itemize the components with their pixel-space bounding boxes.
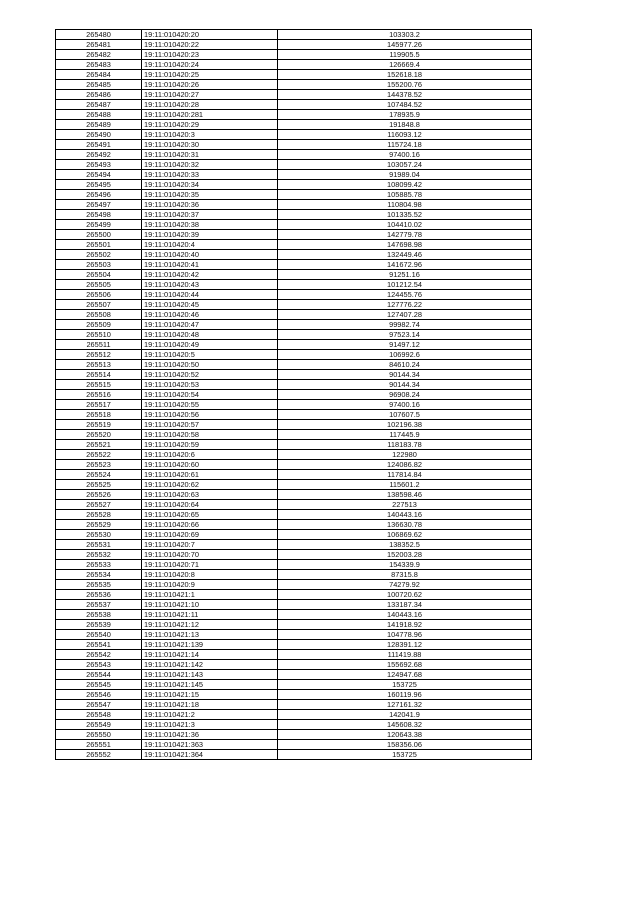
- row-id-cell: 265492: [56, 150, 142, 160]
- value-cell: 111419.88: [278, 650, 532, 660]
- table-row: [56, 210, 532, 220]
- cadastral-number-cell: 19:11:010420:3: [142, 130, 278, 140]
- row-id-cell: 265481: [56, 40, 142, 50]
- table-row: [56, 490, 532, 500]
- document-page: [55, 29, 531, 760]
- cadastral-number-cell: 19:11:010420:37: [142, 210, 278, 220]
- table-row: [56, 310, 532, 320]
- cadastral-number-cell: 19:11:010420:22: [142, 40, 278, 50]
- table-row: [56, 640, 532, 650]
- cadastral-number-cell: 19:11:010421:36: [142, 730, 278, 740]
- cadastral-number-cell: 19:11:010420:25: [142, 70, 278, 80]
- value-cell: 74279.92: [278, 580, 532, 590]
- value-cell: 127161.32: [278, 700, 532, 710]
- value-cell: 91497.12: [278, 340, 532, 350]
- row-id-cell: 265548: [56, 710, 142, 720]
- cadastral-number-cell: 19:11:010420:56: [142, 410, 278, 420]
- value-cell: 128391.12: [278, 640, 532, 650]
- row-id-cell: 265509: [56, 320, 142, 330]
- table-row: [56, 150, 532, 160]
- table-row: [56, 750, 532, 760]
- table-row: [56, 100, 532, 110]
- cadastral-number-cell: 19:11:010420:65: [142, 510, 278, 520]
- row-id-cell: 265525: [56, 480, 142, 490]
- table-row: [56, 90, 532, 100]
- table-row: [56, 230, 532, 240]
- table-row: [56, 730, 532, 740]
- row-id-cell: 265508: [56, 310, 142, 320]
- table-row: [56, 580, 532, 590]
- cadastral-number-cell: 19:11:010420:24: [142, 60, 278, 70]
- row-id-cell: 265535: [56, 580, 142, 590]
- table-row: [56, 250, 532, 260]
- cadastral-number-cell: 19:11:010420:45: [142, 300, 278, 310]
- row-id-cell: 265485: [56, 80, 142, 90]
- cadastral-number-cell: 19:11:010420:58: [142, 430, 278, 440]
- value-cell: 145977.26: [278, 40, 532, 50]
- value-cell: 110804.98: [278, 200, 532, 210]
- cadastral-number-cell: 19:11:010420:54: [142, 390, 278, 400]
- table-row: [56, 170, 532, 180]
- row-id-cell: 265491: [56, 140, 142, 150]
- cadastral-number-cell: 19:11:010420:39: [142, 230, 278, 240]
- value-cell: 115601.2: [278, 480, 532, 490]
- value-cell: 124455.76: [278, 290, 532, 300]
- cadastral-number-cell: 19:11:010420:53: [142, 380, 278, 390]
- data-table: [55, 29, 532, 760]
- cadastral-number-cell: 19:11:010420:32: [142, 160, 278, 170]
- value-cell: 160119.96: [278, 690, 532, 700]
- table-row: [56, 560, 532, 570]
- cadastral-number-cell: 19:11:010420:62: [142, 480, 278, 490]
- row-id-cell: 265536: [56, 590, 142, 600]
- table-row: [56, 290, 532, 300]
- table-row: [56, 300, 532, 310]
- value-cell: 138598.46: [278, 490, 532, 500]
- table-row: [56, 520, 532, 530]
- row-id-cell: 265517: [56, 400, 142, 410]
- row-id-cell: 265497: [56, 200, 142, 210]
- table-row: [56, 40, 532, 50]
- row-id-cell: 265515: [56, 380, 142, 390]
- table-row: [56, 550, 532, 560]
- cadastral-number-cell: 19:11:010421:14: [142, 650, 278, 660]
- cadastral-number-cell: 19:11:010421:18: [142, 700, 278, 710]
- value-cell: 124086.82: [278, 460, 532, 470]
- table-row: [56, 130, 532, 140]
- value-cell: 101335.52: [278, 210, 532, 220]
- value-cell: 154339.9: [278, 560, 532, 570]
- table-row: [56, 390, 532, 400]
- table-row: [56, 670, 532, 680]
- row-id-cell: 265527: [56, 500, 142, 510]
- table-row: [56, 360, 532, 370]
- row-id-cell: 265532: [56, 550, 142, 560]
- cadastral-number-cell: 19:11:010421:364: [142, 750, 278, 760]
- value-cell: 119905.5: [278, 50, 532, 60]
- table-row: [56, 330, 532, 340]
- value-cell: 104410.02: [278, 220, 532, 230]
- table-row: [56, 400, 532, 410]
- cadastral-number-cell: 19:11:010420:5: [142, 350, 278, 360]
- value-cell: 144378.52: [278, 90, 532, 100]
- row-id-cell: 265538: [56, 610, 142, 620]
- row-id-cell: 265482: [56, 50, 142, 60]
- value-cell: 145608.32: [278, 720, 532, 730]
- value-cell: 84610.24: [278, 360, 532, 370]
- value-cell: 87315.8: [278, 570, 532, 580]
- table-row: [56, 80, 532, 90]
- cadastral-number-cell: 19:11:010421:10: [142, 600, 278, 610]
- row-id-cell: 265496: [56, 190, 142, 200]
- table-row: [56, 30, 532, 40]
- row-id-cell: 265524: [56, 470, 142, 480]
- table-row: [56, 440, 532, 450]
- row-id-cell: 265543: [56, 660, 142, 670]
- cadastral-number-cell: 19:11:010421:139: [142, 640, 278, 650]
- cadastral-number-cell: 19:11:010420:63: [142, 490, 278, 500]
- cadastral-number-cell: 19:11:010420:34: [142, 180, 278, 190]
- cadastral-number-cell: 19:11:010420:28: [142, 100, 278, 110]
- row-id-cell: 265512: [56, 350, 142, 360]
- table-row: [56, 610, 532, 620]
- table-row: [56, 220, 532, 230]
- row-id-cell: 265498: [56, 210, 142, 220]
- cadastral-number-cell: 19:11:010421:142: [142, 660, 278, 670]
- cadastral-number-cell: 19:11:010420:55: [142, 400, 278, 410]
- value-cell: 91989.04: [278, 170, 532, 180]
- cadastral-number-cell: 19:11:010421:13: [142, 630, 278, 640]
- value-cell: 132449.46: [278, 250, 532, 260]
- row-id-cell: 265486: [56, 90, 142, 100]
- cadastral-number-cell: 19:11:010420:27: [142, 90, 278, 100]
- value-cell: 115724.18: [278, 140, 532, 150]
- value-cell: 100720.62: [278, 590, 532, 600]
- value-cell: 117814.84: [278, 470, 532, 480]
- value-cell: 102196.38: [278, 420, 532, 430]
- row-id-cell: 265504: [56, 270, 142, 280]
- row-id-cell: 265545: [56, 680, 142, 690]
- table-row: [56, 110, 532, 120]
- table-row: [56, 740, 532, 750]
- value-cell: 152003.28: [278, 550, 532, 560]
- cadastral-number-cell: 19:11:010420:23: [142, 50, 278, 60]
- table-row: [56, 160, 532, 170]
- row-id-cell: 265533: [56, 560, 142, 570]
- row-id-cell: 265531: [56, 540, 142, 550]
- value-cell: 155692.68: [278, 660, 532, 670]
- value-cell: 97400.16: [278, 150, 532, 160]
- table-row: [56, 60, 532, 70]
- cadastral-number-cell: 19:11:010420:9: [142, 580, 278, 590]
- table-row: [56, 630, 532, 640]
- value-cell: 140443.16: [278, 510, 532, 520]
- value-cell: 90144.34: [278, 370, 532, 380]
- value-cell: 96908.24: [278, 390, 532, 400]
- cadastral-number-cell: 19:11:010420:49: [142, 340, 278, 350]
- row-id-cell: 265505: [56, 280, 142, 290]
- cadastral-number-cell: 19:11:010420:30: [142, 140, 278, 150]
- cadastral-number-cell: 19:11:010420:71: [142, 560, 278, 570]
- row-id-cell: 265493: [56, 160, 142, 170]
- row-id-cell: 265510: [56, 330, 142, 340]
- cadastral-number-cell: 19:11:010420:4: [142, 240, 278, 250]
- table-row: [56, 260, 532, 270]
- value-cell: 142779.78: [278, 230, 532, 240]
- value-cell: 103303.2: [278, 30, 532, 40]
- cadastral-number-cell: 19:11:010420:46: [142, 310, 278, 320]
- value-cell: 153725: [278, 750, 532, 760]
- cadastral-number-cell: 19:11:010420:35: [142, 190, 278, 200]
- table-row: [56, 70, 532, 80]
- table-row: [56, 660, 532, 670]
- row-id-cell: 265534: [56, 570, 142, 580]
- row-id-cell: 265516: [56, 390, 142, 400]
- cadastral-number-cell: 19:11:010420:52: [142, 370, 278, 380]
- table-row: [56, 530, 532, 540]
- cadastral-number-cell: 19:11:010421:12: [142, 620, 278, 630]
- table-row: [56, 320, 532, 330]
- value-cell: 106992.6: [278, 350, 532, 360]
- value-cell: 117445.9: [278, 430, 532, 440]
- value-cell: 158356.06: [278, 740, 532, 750]
- table-row: [56, 120, 532, 130]
- table-row: [56, 240, 532, 250]
- value-cell: 227513: [278, 500, 532, 510]
- value-cell: 120643.38: [278, 730, 532, 740]
- value-cell: 147698.98: [278, 240, 532, 250]
- cadastral-number-cell: 19:11:010420:6: [142, 450, 278, 460]
- table-row: [56, 680, 532, 690]
- table-row: [56, 540, 532, 550]
- row-id-cell: 265484: [56, 70, 142, 80]
- row-id-cell: 265551: [56, 740, 142, 750]
- cadastral-number-cell: 19:11:010420:33: [142, 170, 278, 180]
- row-id-cell: 265506: [56, 290, 142, 300]
- row-id-cell: 265552: [56, 750, 142, 760]
- row-id-cell: 265541: [56, 640, 142, 650]
- value-cell: 105885.78: [278, 190, 532, 200]
- cadastral-number-cell: 19:11:010420:47: [142, 320, 278, 330]
- row-id-cell: 265537: [56, 600, 142, 610]
- value-cell: 108099.42: [278, 180, 532, 190]
- value-cell: 107607.5: [278, 410, 532, 420]
- cadastral-number-cell: 19:11:010420:50: [142, 360, 278, 370]
- value-cell: 136630.78: [278, 520, 532, 530]
- table-row: [56, 590, 532, 600]
- table-row: [56, 190, 532, 200]
- cadastral-number-cell: 19:11:010420:38: [142, 220, 278, 230]
- row-id-cell: 265521: [56, 440, 142, 450]
- value-cell: 127407.28: [278, 310, 532, 320]
- cadastral-number-cell: 19:11:010421:145: [142, 680, 278, 690]
- value-cell: 178935.9: [278, 110, 532, 120]
- row-id-cell: 265528: [56, 510, 142, 520]
- cadastral-number-cell: 19:11:010420:42: [142, 270, 278, 280]
- value-cell: 124947.68: [278, 670, 532, 680]
- cadastral-number-cell: 19:11:010420:66: [142, 520, 278, 530]
- row-id-cell: 265514: [56, 370, 142, 380]
- value-cell: 97400.16: [278, 400, 532, 410]
- cadastral-number-cell: 19:11:010420:26: [142, 80, 278, 90]
- value-cell: 99982.74: [278, 320, 532, 330]
- table-row: [56, 450, 532, 460]
- cadastral-number-cell: 19:11:010420:36: [142, 200, 278, 210]
- cadastral-number-cell: 19:11:010420:61: [142, 470, 278, 480]
- row-id-cell: 265489: [56, 120, 142, 130]
- row-id-cell: 265488: [56, 110, 142, 120]
- row-id-cell: 265549: [56, 720, 142, 730]
- row-id-cell: 265523: [56, 460, 142, 470]
- cadastral-number-cell: 19:11:010420:31: [142, 150, 278, 160]
- cadastral-number-cell: 19:11:010420:29: [142, 120, 278, 130]
- value-cell: 106869.62: [278, 530, 532, 540]
- cadastral-number-cell: 19:11:010420:20: [142, 30, 278, 40]
- row-id-cell: 265544: [56, 670, 142, 680]
- cadastral-number-cell: 19:11:010421:143: [142, 670, 278, 680]
- table-row: [56, 650, 532, 660]
- cadastral-number-cell: 19:11:010421:11: [142, 610, 278, 620]
- cadastral-number-cell: 19:11:010421:2: [142, 710, 278, 720]
- row-id-cell: 265495: [56, 180, 142, 190]
- table-body: [56, 30, 532, 760]
- table-row: [56, 200, 532, 210]
- value-cell: 140443.16: [278, 610, 532, 620]
- cadastral-number-cell: 19:11:010420:44: [142, 290, 278, 300]
- value-cell: 152618.18: [278, 70, 532, 80]
- cadastral-number-cell: 19:11:010420:8: [142, 570, 278, 580]
- cadastral-number-cell: 19:11:010420:43: [142, 280, 278, 290]
- table-row: [56, 480, 532, 490]
- cadastral-number-cell: 19:11:010420:7: [142, 540, 278, 550]
- row-id-cell: 265526: [56, 490, 142, 500]
- row-id-cell: 265511: [56, 340, 142, 350]
- cadastral-number-cell: 19:11:010420:70: [142, 550, 278, 560]
- value-cell: 97523.14: [278, 330, 532, 340]
- table-row: [56, 690, 532, 700]
- row-id-cell: 265546: [56, 690, 142, 700]
- row-id-cell: 265502: [56, 250, 142, 260]
- row-id-cell: 265483: [56, 60, 142, 70]
- value-cell: 91251.16: [278, 270, 532, 280]
- value-cell: 191848.8: [278, 120, 532, 130]
- value-cell: 133187.34: [278, 600, 532, 610]
- value-cell: 104778.96: [278, 630, 532, 640]
- value-cell: 142041.9: [278, 710, 532, 720]
- row-id-cell: 265500: [56, 230, 142, 240]
- table-row: [56, 410, 532, 420]
- row-id-cell: 265529: [56, 520, 142, 530]
- table-row: [56, 470, 532, 480]
- table-row: [56, 720, 532, 730]
- cadastral-number-cell: 19:11:010420:60: [142, 460, 278, 470]
- value-cell: 155200.76: [278, 80, 532, 90]
- value-cell: 138352.5: [278, 540, 532, 550]
- value-cell: 126669.4: [278, 60, 532, 70]
- table-row: [56, 620, 532, 630]
- row-id-cell: 265519: [56, 420, 142, 430]
- table-row: [56, 430, 532, 440]
- value-cell: 116093.12: [278, 130, 532, 140]
- table-row: [56, 700, 532, 710]
- value-cell: 101212.54: [278, 280, 532, 290]
- value-cell: 122980: [278, 450, 532, 460]
- row-id-cell: 265542: [56, 650, 142, 660]
- table-row: [56, 510, 532, 520]
- row-id-cell: 265494: [56, 170, 142, 180]
- value-cell: 118183.78: [278, 440, 532, 450]
- table-row: [56, 500, 532, 510]
- cadastral-number-cell: 19:11:010420:281: [142, 110, 278, 120]
- cadastral-number-cell: 19:11:010420:69: [142, 530, 278, 540]
- table-row: [56, 710, 532, 720]
- cadastral-number-cell: 19:11:010421:3: [142, 720, 278, 730]
- table-row: [56, 420, 532, 430]
- value-cell: 127776.22: [278, 300, 532, 310]
- value-cell: 141918.92: [278, 620, 532, 630]
- row-id-cell: 265501: [56, 240, 142, 250]
- row-id-cell: 265550: [56, 730, 142, 740]
- row-id-cell: 265530: [56, 530, 142, 540]
- row-id-cell: 265499: [56, 220, 142, 230]
- table-row: [56, 180, 532, 190]
- value-cell: 90144.34: [278, 380, 532, 390]
- table-row: [56, 370, 532, 380]
- cadastral-number-cell: 19:11:010420:59: [142, 440, 278, 450]
- table-row: [56, 50, 532, 60]
- row-id-cell: 265513: [56, 360, 142, 370]
- cadastral-number-cell: 19:11:010420:57: [142, 420, 278, 430]
- cadastral-number-cell: 19:11:010421:1: [142, 590, 278, 600]
- row-id-cell: 265487: [56, 100, 142, 110]
- value-cell: 107484.52: [278, 100, 532, 110]
- table-row: [56, 570, 532, 580]
- cadastral-number-cell: 19:11:010420:40: [142, 250, 278, 260]
- table-row: [56, 380, 532, 390]
- row-id-cell: 265540: [56, 630, 142, 640]
- row-id-cell: 265490: [56, 130, 142, 140]
- table-row: [56, 270, 532, 280]
- row-id-cell: 265518: [56, 410, 142, 420]
- cadastral-number-cell: 19:11:010420:48: [142, 330, 278, 340]
- table-row: [56, 140, 532, 150]
- row-id-cell: 265480: [56, 30, 142, 40]
- cadastral-number-cell: 19:11:010421:15: [142, 690, 278, 700]
- table-row: [56, 280, 532, 290]
- value-cell: 153725: [278, 680, 532, 690]
- table-row: [56, 460, 532, 470]
- row-id-cell: 265503: [56, 260, 142, 270]
- value-cell: 103057.24: [278, 160, 532, 170]
- row-id-cell: 265547: [56, 700, 142, 710]
- row-id-cell: 265522: [56, 450, 142, 460]
- cadastral-number-cell: 19:11:010421:363: [142, 740, 278, 750]
- table-row: [56, 350, 532, 360]
- row-id-cell: 265520: [56, 430, 142, 440]
- cadastral-number-cell: 19:11:010420:41: [142, 260, 278, 270]
- value-cell: 141672.96: [278, 260, 532, 270]
- table-row: [56, 600, 532, 610]
- row-id-cell: 265539: [56, 620, 142, 630]
- table-row: [56, 340, 532, 350]
- row-id-cell: 265507: [56, 300, 142, 310]
- cadastral-number-cell: 19:11:010420:64: [142, 500, 278, 510]
